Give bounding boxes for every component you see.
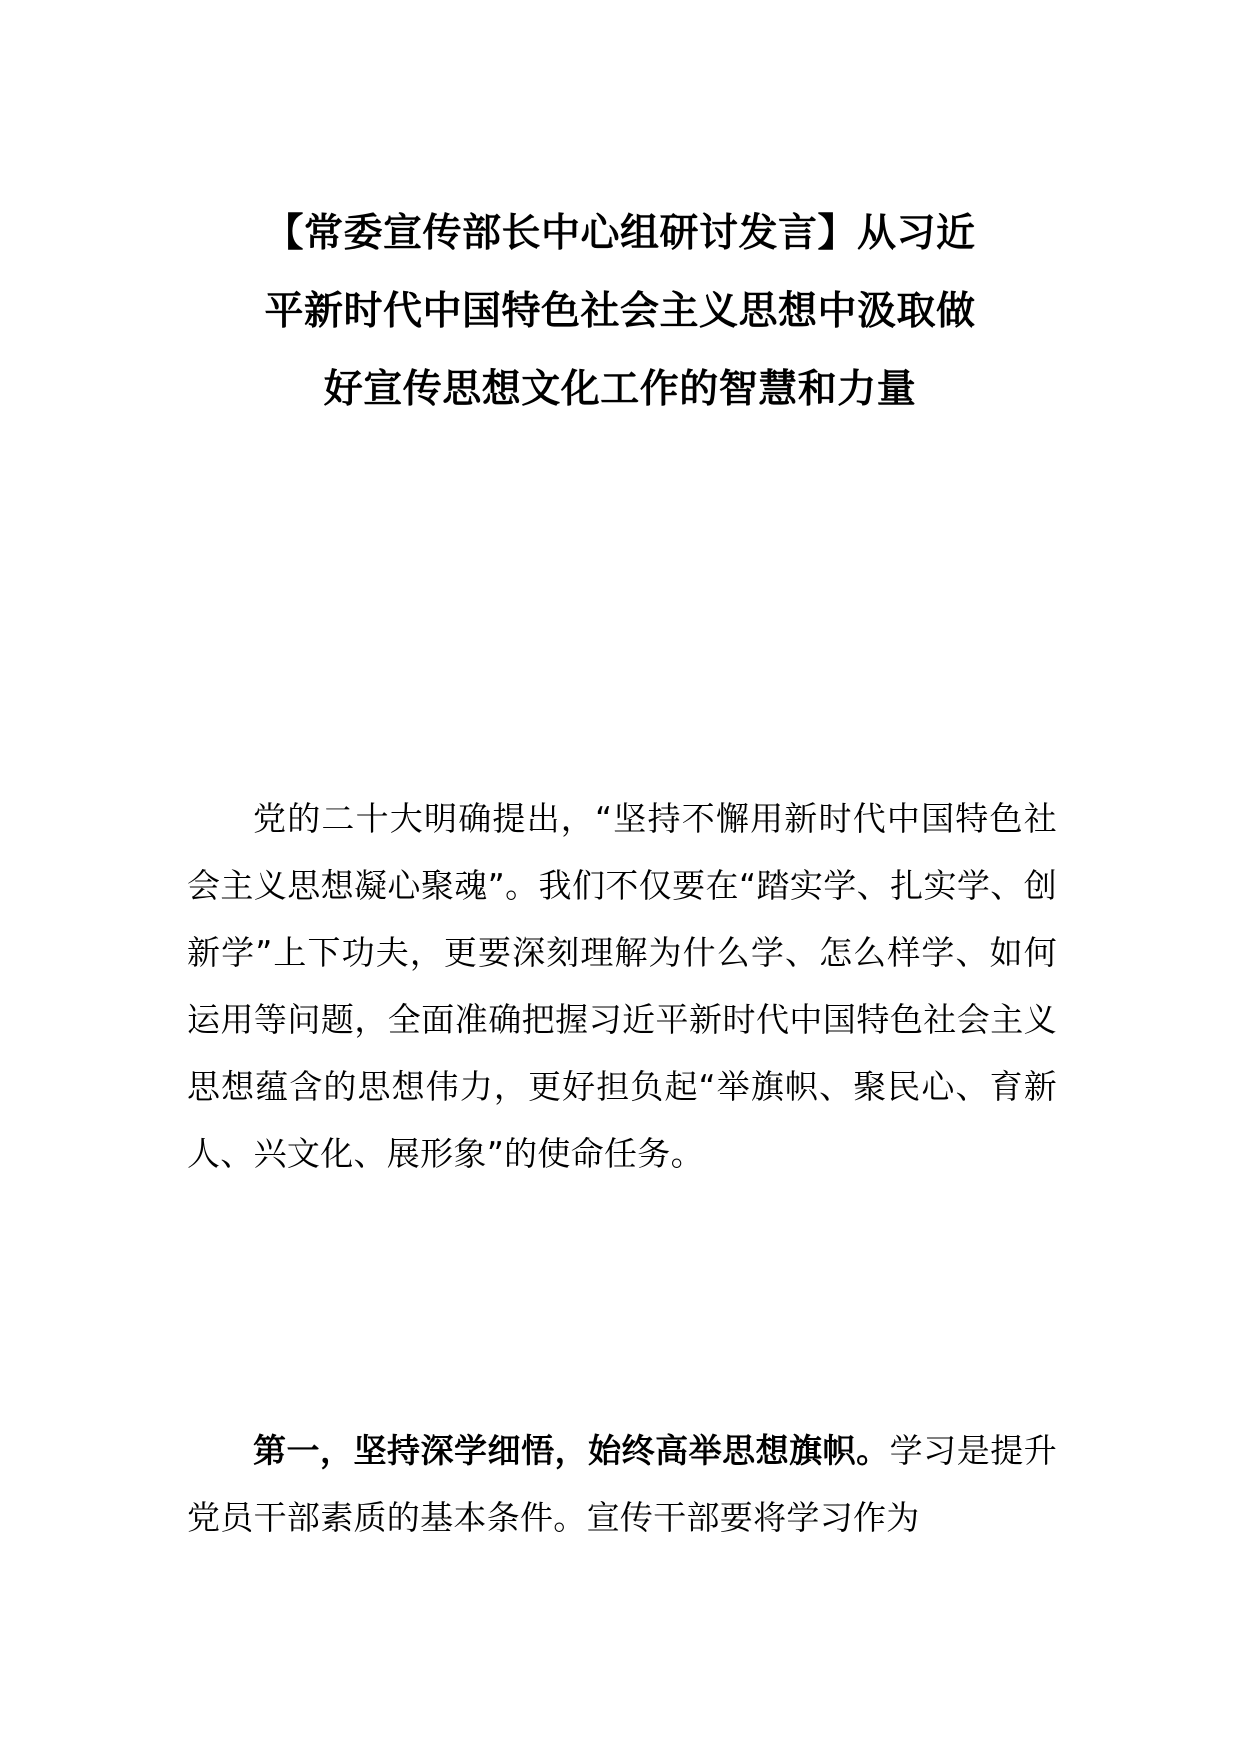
first-point-paragraph [187, 1417, 1057, 1551]
paragraph-text: 学习是提升党员干部素质的基本条件。宣传干部要将学习作为 [187, 1431, 1058, 1537]
title-line: 平新时代中国特色社会主义思想中汲取做 [264, 289, 976, 334]
point-heading: 第一，坚持深学细悟，始终高举思想旗帜。 [253, 1431, 890, 1470]
paragraph-text: 党的二十大明确提出，“坚持不懈用新时代中国特色社会主义思想凝心聚魂”。我们不仅要在“踏实学、扎实学、创新学”上下功夫，更要深刻理解为什么学、怎么样学、如何运用等问题，全面准确把握习近平新时代中国特色社会主义思想蕴含的思想伟力，更好担负起“举旗帜、聚民心、育新人、兴文化、展形象”的使命任务。 [187, 799, 1057, 1173]
document-title [180, 195, 1060, 429]
title-line: 好宣传思想文化工作的智慧和力量 [323, 367, 917, 412]
title-line: 【常委宣传部长中心组研讨发言】从习近 [264, 211, 976, 256]
intro-paragraph [187, 785, 1057, 1187]
